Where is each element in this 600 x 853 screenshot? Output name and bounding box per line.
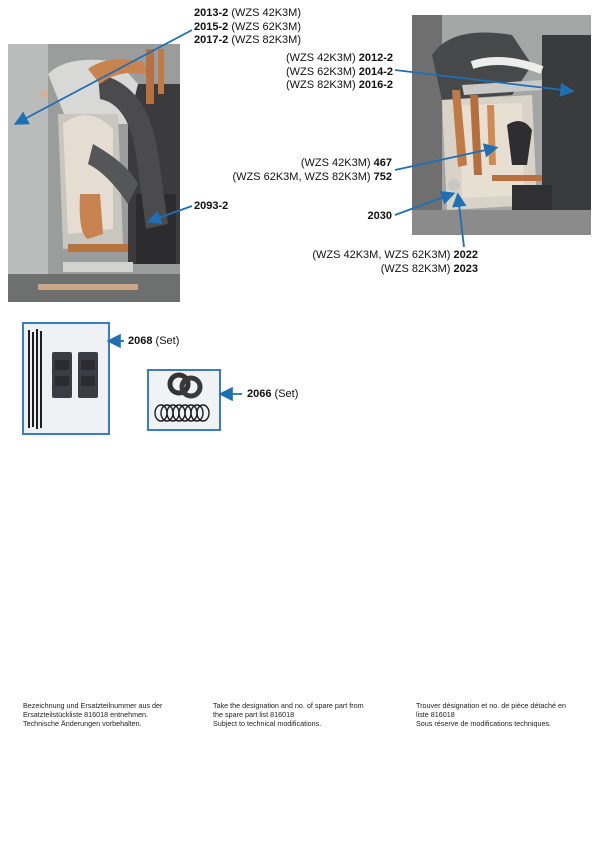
- footer-german: [23, 701, 193, 729]
- callout-2030: 2030: [367, 210, 392, 222]
- footer-german-line-1: Bezeichnung und Ersatzteilnummer aus der: [23, 701, 163, 710]
- callout-2068: 2068 (Set): [128, 335, 180, 347]
- cable-ties-and-pads-drawing: [24, 324, 108, 433]
- footer-french-line-2: liste 816018: [416, 710, 455, 720]
- callout-2066: 2066 (Set): [247, 388, 299, 400]
- set-2066-photo: [147, 369, 221, 431]
- footer-english: [213, 701, 383, 729]
- gaskets-drawing: [149, 371, 219, 429]
- callout-2012: (WZS 42K3M) 2012-2: [285, 52, 393, 64]
- footer-german-line-2: Ersatzteilstückliste 816018 entnehmen.: [23, 710, 149, 720]
- callout-2093: 2093-2: [194, 200, 229, 212]
- heat-pump-photo-left-drawing: [8, 44, 180, 302]
- footer-french-line-3: Sous réserve de modifications techniques.: [416, 719, 552, 729]
- footer-german-line-3: Technische Änderungen vorbehalten.: [23, 719, 142, 729]
- callout-2012-group: [286, 52, 393, 93]
- callout-752: (WZS 62K3M, WZS 82K3M) 752: [232, 170, 392, 183]
- footer-french-line-1: Trouver désignation et no. de pièce détaché en: [416, 701, 566, 710]
- footer-english-line-1: Take the designation and no. of spare part from: [213, 701, 364, 710]
- callout-2022: (WZS 42K3M, WZS 62K3M) 2022: [312, 249, 478, 261]
- callout-467-group: [232, 157, 392, 184]
- callout-2022-group: [312, 249, 478, 276]
- callout-2015: 2015-2 (WZS 62K3M): [194, 20, 302, 33]
- heat-pump-photo-right-drawing: [412, 15, 591, 235]
- set-2068-photo: [22, 322, 110, 435]
- callout-2016: (WZS 82K3M) 2016-2: [285, 79, 393, 91]
- footer-english-line-2: the spare part list 816018: [213, 710, 295, 720]
- callout-2014: (WZS 62K3M) 2014-2: [285, 65, 393, 78]
- callout-2013-group: [194, 7, 301, 48]
- footer-french: [416, 701, 586, 729]
- callout-467: (WZS 42K3M) 467: [300, 157, 392, 169]
- footer-english-line-3: Subject to technical modifications.: [213, 719, 322, 729]
- callout-2023: (WZS 82K3M) 2023: [380, 262, 478, 275]
- heat-pump-photo-right: [412, 15, 591, 235]
- callout-2017: 2017-2 (WZS 82K3M): [194, 34, 302, 46]
- heat-pump-photo-left: [8, 44, 180, 302]
- callout-2013: 2013-2 (WZS 42K3M): [194, 7, 302, 19]
